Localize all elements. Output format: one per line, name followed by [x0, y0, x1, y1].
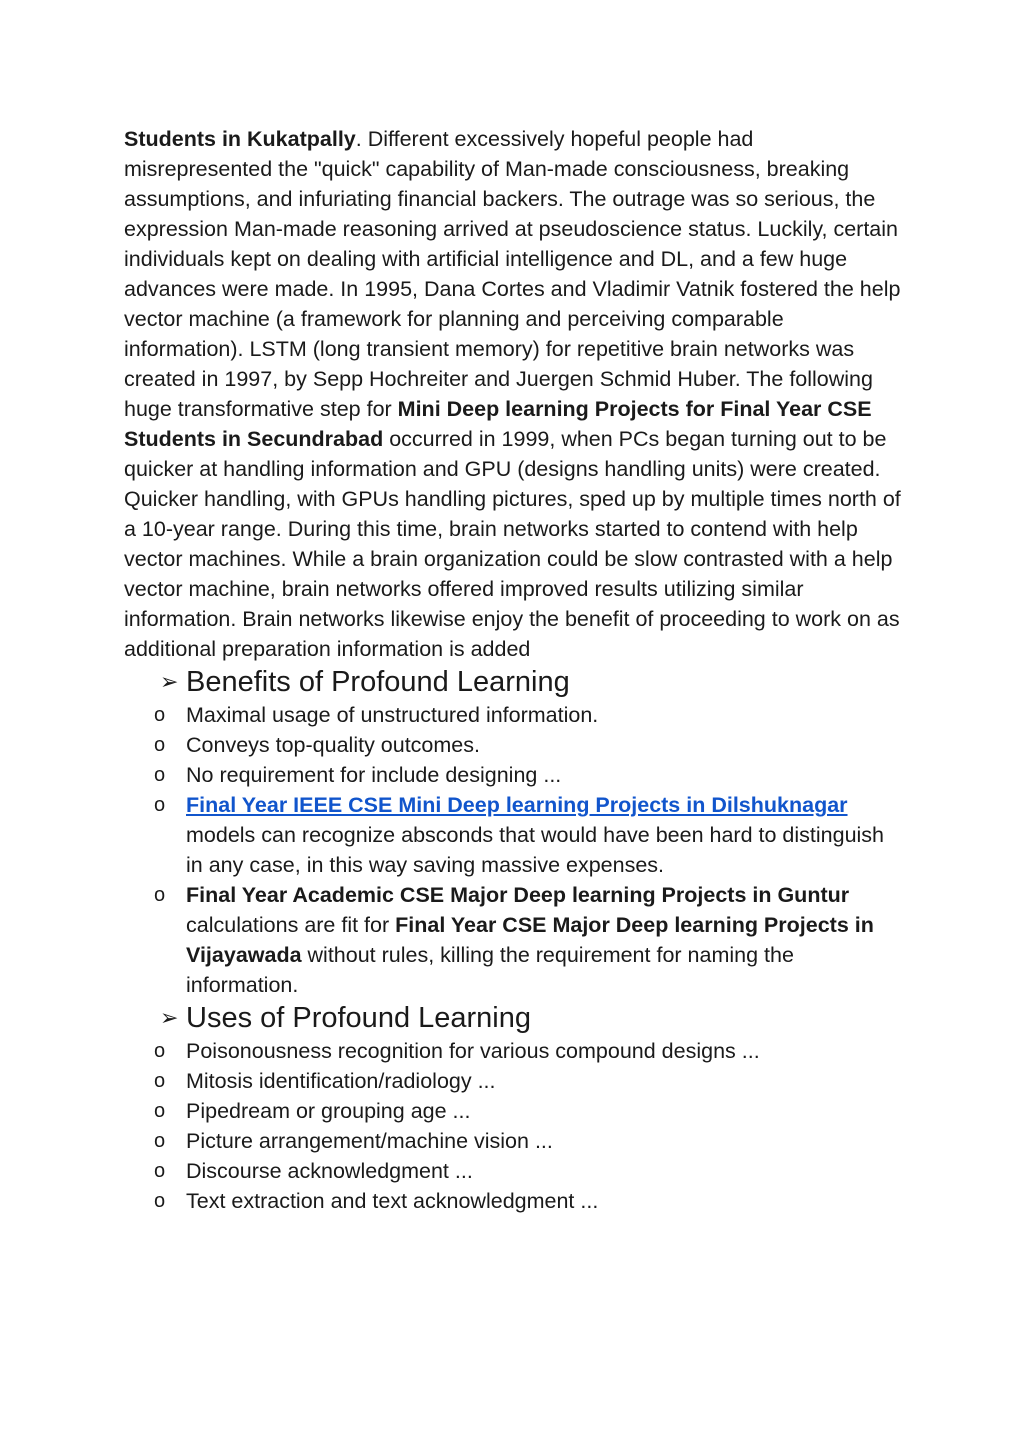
circle-bullet-icon: o [154, 1040, 166, 1062]
list-item-text: without rules, killing the requirement for naming the information. [186, 943, 794, 997]
list-item-mixed [124, 880, 904, 1000]
list-item-text: Maximal usage of unstructured information. [186, 703, 599, 727]
list-item-text: models can recognize absconds that would have been hard to distinguish in any case, in this way saving massive expenses. [186, 823, 885, 877]
benefits-heading-text: Benefits of Profound Learning [186, 666, 570, 698]
list-item-text: Pipedream or grouping age ... [186, 1099, 471, 1123]
uses-heading [124, 1000, 904, 1036]
arrow-bullet-icon: ➢ [160, 669, 179, 694]
uses-heading-text: Uses of Profound Learning [186, 1002, 531, 1034]
list-item-text: Mitosis identification/radiology ... [186, 1069, 496, 1093]
dilshuknagar-projects-link[interactable]: Final Year IEEE CSE Mini Deep learning Projects in Dilshuknagar [186, 793, 848, 817]
circle-bullet-icon: o [154, 884, 166, 906]
list-item [124, 1186, 904, 1216]
intro-bold-mid: Mini Deep learning Projects for Final Year CSE Students in Secundrabad [124, 397, 872, 451]
arrow-bullet-icon: ➢ [160, 1005, 179, 1030]
list-item [124, 1096, 904, 1126]
list-item [124, 1066, 904, 1096]
intro-bold-lead: Students in Kukatpally [124, 127, 356, 151]
vijayawada-projects-bold: Final Year CSE Major Deep learning Projects in Vijayawada [186, 913, 874, 967]
list-item [124, 1036, 904, 1066]
circle-bullet-icon: o [154, 764, 166, 786]
intro-text-1: . Different excessively hopeful people had misrepresented the "quick" capability of Man-made consciousness, breaking assumptions, and infuriating financial backers. The outrage was so serious, the expression Man-made reasoning arrived at pseudoscience status. Luckily, certain individuals kept on dealing with artificial intelligence and DL, and a few huge advances were made. In 1995, Dana Cortes and Vladimir Vatnik fostered the help vector machine (a framework for planning and perceiving comparable information). LSTM (long transient memory) for repetitive brain networks was created in 1997, by Sepp Hochreiter and Juergen Schmid Huber. The following huge transformative step for [124, 127, 901, 421]
list-item-text: Picture arrangement/machine vision ... [186, 1129, 553, 1153]
list-item [124, 700, 904, 730]
document-page [124, 124, 904, 1216]
circle-bullet-icon: o [154, 1070, 166, 1092]
circle-bullet-icon: o [154, 1130, 166, 1152]
list-item-text: Poisonousness recognition for various compound designs ... [186, 1039, 760, 1063]
list-item-text: Discourse acknowledgment ... [186, 1159, 473, 1183]
guntur-projects-bold: Final Year Academic CSE Major Deep learning Projects in Guntur [186, 883, 850, 907]
list-item-text: calculations are fit for [186, 913, 396, 937]
list-item [124, 760, 904, 790]
list-item [124, 1156, 904, 1186]
circle-bullet-icon: o [154, 1100, 166, 1122]
list-item-text: Text extraction and text acknowledgment ... [186, 1189, 599, 1213]
list-item [124, 1126, 904, 1156]
circle-bullet-icon: o [154, 734, 166, 756]
intro-paragraph [124, 124, 904, 664]
circle-bullet-icon: o [154, 1190, 166, 1212]
list-item [124, 730, 904, 760]
uses-list [124, 1036, 904, 1216]
list-item-link [124, 790, 904, 880]
circle-bullet-icon: o [154, 704, 166, 726]
benefits-heading [124, 664, 904, 700]
benefits-list [124, 700, 904, 1000]
list-item-text: No requirement for include designing ... [186, 763, 562, 787]
list-item-text: Conveys top-quality outcomes. [186, 733, 480, 757]
circle-bullet-icon: o [154, 794, 166, 816]
intro-text-2: occurred in 1999, when PCs began turning out to be quicker at handling information and GPU (designs handling units) were created. Quicker handling, with GPUs handling pictures, sped up by multiple times north of a 10-year range. During this time, brain networks started to contend with help vector machines. While a brain organization could be slow contrasted with a help vector machine, brain networks offered improved results utilizing similar information. Brain networks likewise enjoy the benefit of proceeding to work on as additional preparation information is added [124, 427, 901, 661]
circle-bullet-icon: o [154, 1160, 166, 1182]
